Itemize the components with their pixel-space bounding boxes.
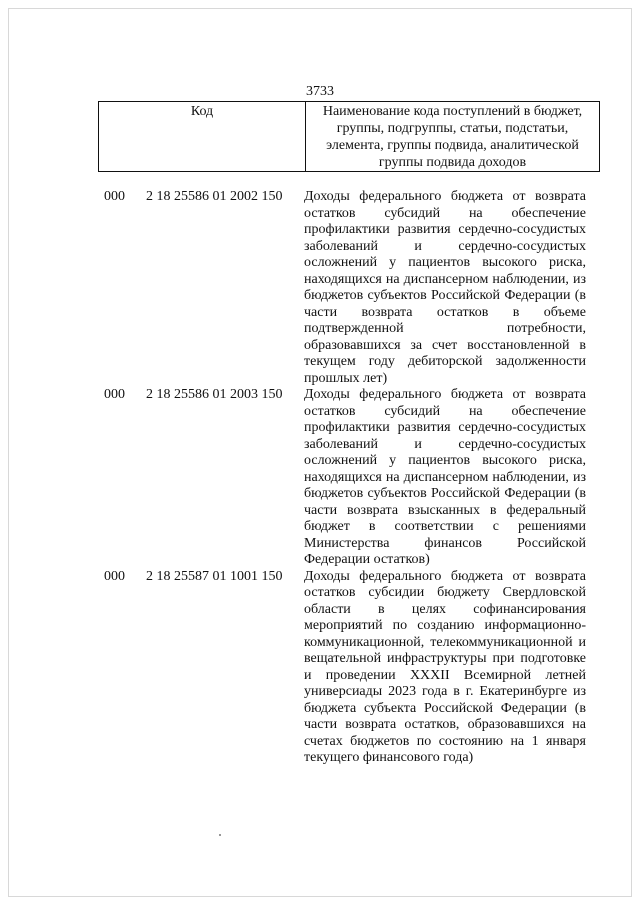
list-item (104, 387, 594, 569)
income-description: Доходы федерального бюджета от возврата остатков субсидии бюджету Свердловской области в целях софинансирования мероприятий по созданию информационно-коммуникационной, телекоммуникационной и вещательной инфраструктуры при подготовке и проведении XXXII Всемирной летней универсиады 2023 года в г. Екатеринбурге из бюджета субъекта Российской Федерации (в части возврата остатков, образовавшихся на счетах бюджетов по состоянию на 1 января текущего финансового года) (304, 568, 586, 765)
admin-code: 000 (104, 568, 125, 584)
income-code: 2 18 25587 01 1001 150 (146, 568, 283, 584)
income-code: 2 18 25586 01 2002 150 (146, 189, 283, 204)
income-description: Доходы федерального бюджета от возврата остатков субсидий на обеспечение профилактики развития сердечно-сосудистых заболеваний и сердечно-сосудистых осложнений у пациентов высокого риска, находящихся на диспансерном наблюдении, из бюджетов субъектов Российской Федерации (в части возврата остатков в объеме подтвержденной потребности, образовавшихся за счет восстановленной в текущем году дебиторской задолженности прошлых лет) (304, 189, 586, 386)
list-item (104, 189, 594, 387)
header-table (98, 101, 600, 172)
header-name-cell: Наименование кода поступлений в бюджет, группы, подгруппы, статьи, подстатьи, элемента, группы подвида, аналитической группы подвида доходов (306, 102, 600, 172)
income-code-list (104, 189, 594, 767)
admin-code: 000 (104, 387, 125, 402)
scan-speck (219, 834, 221, 836)
list-item (104, 569, 594, 767)
page-number: 3733 (306, 84, 334, 99)
income-description: Доходы федерального бюджета от возврата остатков субсидий на обеспечение профилактики развития сердечно-сосудистых заболеваний и сердечно-сосудистых осложнений у пациентов высокого риска, находящихся на диспансерном наблюдении, из бюджетов субъектов Российской Федерации (в части возврата взысканных в федеральный бюджет в соответствии с решениями Министерства финансов Российской Федерации остатков) (304, 387, 586, 567)
header-code-cell: Код (99, 102, 306, 172)
header-row (99, 102, 600, 172)
admin-code: 000 (104, 189, 125, 204)
income-code: 2 18 25586 01 2003 150 (146, 387, 283, 402)
